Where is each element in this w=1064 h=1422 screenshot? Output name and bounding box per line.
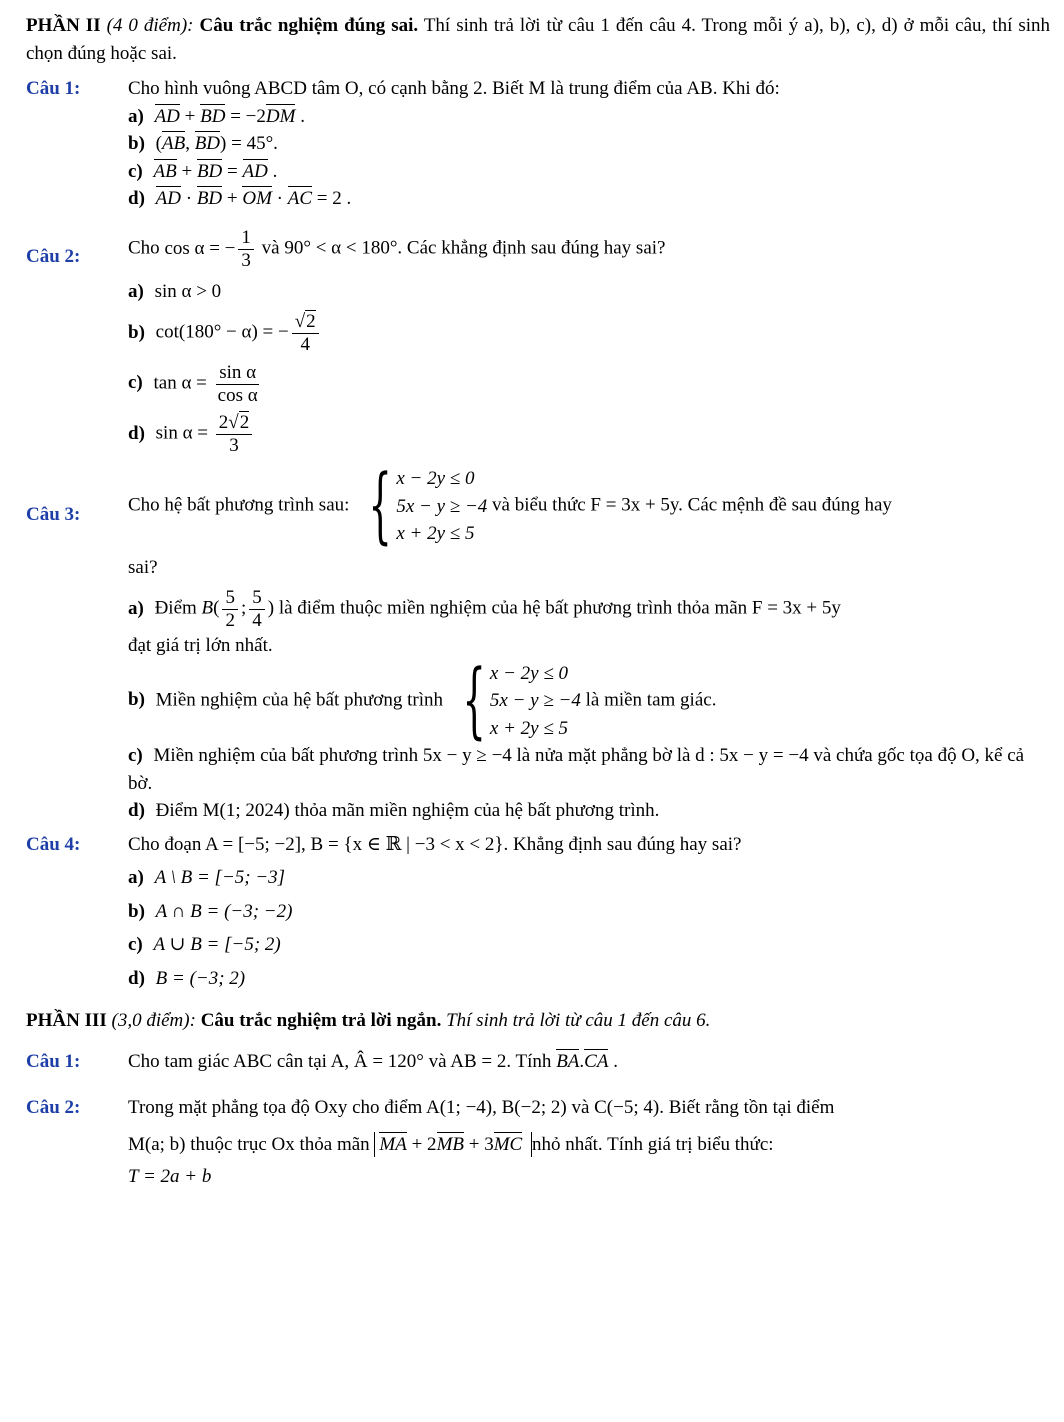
exam-page bbox=[26, 12, 1050, 1190]
part2-title: PHẦN II bbox=[26, 15, 101, 36]
part2-question-2: Câu 2: Cho cos α = − $\frac{1}{3}$ và 90° < α < 180°. Các khẳng định sau đúng hay sai? bbox=[26, 226, 666, 271]
option-c: c) Miền nghiệm của bất phương trình 5x − y ≥ −4 là nửa mặt phẳng bờ là d : 5x − y = −4 và chứa gốc tọa độ O, kể cả bờ. bbox=[128, 745, 1025, 794]
part3-question-1: Câu 1: Cho tam giác ABC cân tại A, Â = 120° và AB = 2. Tính BA.CA . bbox=[26, 1048, 1050, 1076]
question-label: Câu 2: bbox=[26, 245, 81, 267]
question-stem-tail: sai? bbox=[128, 556, 158, 578]
option-d: d) B = (−3; 2) bbox=[128, 968, 246, 990]
option-c: c) AB + BD = AD . bbox=[128, 158, 1050, 186]
option-b: b) (AB, BD) = 45°. bbox=[128, 130, 1050, 158]
option-a-cont: đạt giá trị lớn nhất. bbox=[128, 635, 273, 656]
part2-question-3: Câu 3: Cho hệ bất phương trình sau: { x − 2y ≤ 0 5x − y ≥ −4 x + 2y ≤ 5 và biểu thức F = 3x + 5y. Các mệnh đề sau đúng hay bbox=[26, 458, 892, 554]
option-b: b) A ∩ B = (−3; −2) bbox=[128, 900, 293, 922]
part3-instruction: Thí sinh trả lời từ câu 1 đến câu 6. bbox=[446, 1009, 711, 1031]
question-label: Câu 3: bbox=[26, 504, 81, 526]
option-a: a) A \ B = [−5; −3] bbox=[128, 867, 286, 889]
part3-title: PHẦN III bbox=[26, 1009, 107, 1031]
part2-question-4 bbox=[26, 831, 1050, 859]
part2-header bbox=[26, 12, 1050, 67]
question-label: Câu 1: bbox=[26, 1051, 81, 1073]
part2-points: (4 0 điểm): bbox=[106, 15, 194, 36]
question-stem: Cho đoạn A = [−5; −2], B = {x ∈ ℝ | −3 < x < 2}. Khẳng định sau đúng hay sai? bbox=[128, 833, 742, 855]
part3-heading: Câu trắc nghiệm trả lời ngắn. bbox=[200, 1009, 442, 1031]
option-a: a) Điểm B( $\frac{5}{2}$ ; $\frac{5}{4}$ ) là điểm thuộc miền nghiệm của hệ bất phương trình thỏa mãn F = 3x + 5y bbox=[128, 587, 841, 632]
option-a: a) sin α > 0 bbox=[128, 280, 222, 302]
option-c: c) A ∪ B = [−5; 2) bbox=[128, 934, 281, 956]
option-d: d) AD · BD + OM · AC = 2 . bbox=[128, 185, 1050, 213]
question-label: Câu 2: bbox=[26, 1096, 81, 1118]
option-d: d) Điểm M(1; 2024) thỏa mãn miền nghiệm của hệ bất phương trình. bbox=[128, 800, 660, 822]
part3-header bbox=[26, 1007, 1050, 1035]
part2-instruction: Thí sinh trả lời từ câu 1 đến câu 4. Trong mỗi ý a), b), c), d) ở mỗi câu, thí sinh chọn đúng hoặc sai. bbox=[26, 15, 1050, 64]
option-c: c) tan α = $\frac{\text{sin α}}{\text{cos α}}$ bbox=[128, 361, 258, 406]
option-b: b) cot(180° − α) = − $\frac{√2}{4}$ bbox=[128, 311, 1050, 356]
option-d: d) sin α = $\frac{2√2}{3}$ bbox=[128, 412, 1050, 457]
part2-question-1 bbox=[26, 75, 1050, 103]
option-b: b) Miền nghiệm của hệ bất phương trình { x − 2y ≤ 0 5x − y ≥ −4 x + 2y ≤ 5 là miền tam giác. bbox=[128, 652, 717, 748]
part3-points: (3,0 điểm): bbox=[111, 1009, 196, 1031]
question-label: Câu 4: bbox=[26, 833, 81, 855]
part2-heading: Câu trắc nghiệm đúng sai. bbox=[199, 15, 419, 36]
question-label: Câu 1: bbox=[26, 78, 81, 100]
inequality-system: { x − 2y ≤ 0 5x − y ≥ −4 x + 2y ≤ 5 bbox=[368, 458, 488, 554]
part3-question-2: Câu 2: Trong mặt phẳng tọa độ Oxy cho điểm A(1; −4), B(−2; 2) và C(−5; 4). Biết rằng tồn tại điểm M(a; b) thuộc trục Ox thỏa mãn MA + 2MB + 3MC nhỏ nhất. Tính giá trị biểu thức: T = 2a + b bbox=[26, 1094, 1050, 1191]
question-stem: Cho hình vuông ABCD tâm O, có cạnh bằng 2. Biết M là trung điểm của AB. Khi đó: bbox=[128, 78, 780, 100]
option-a: a) AD + BD = −2DM . bbox=[128, 103, 1050, 131]
